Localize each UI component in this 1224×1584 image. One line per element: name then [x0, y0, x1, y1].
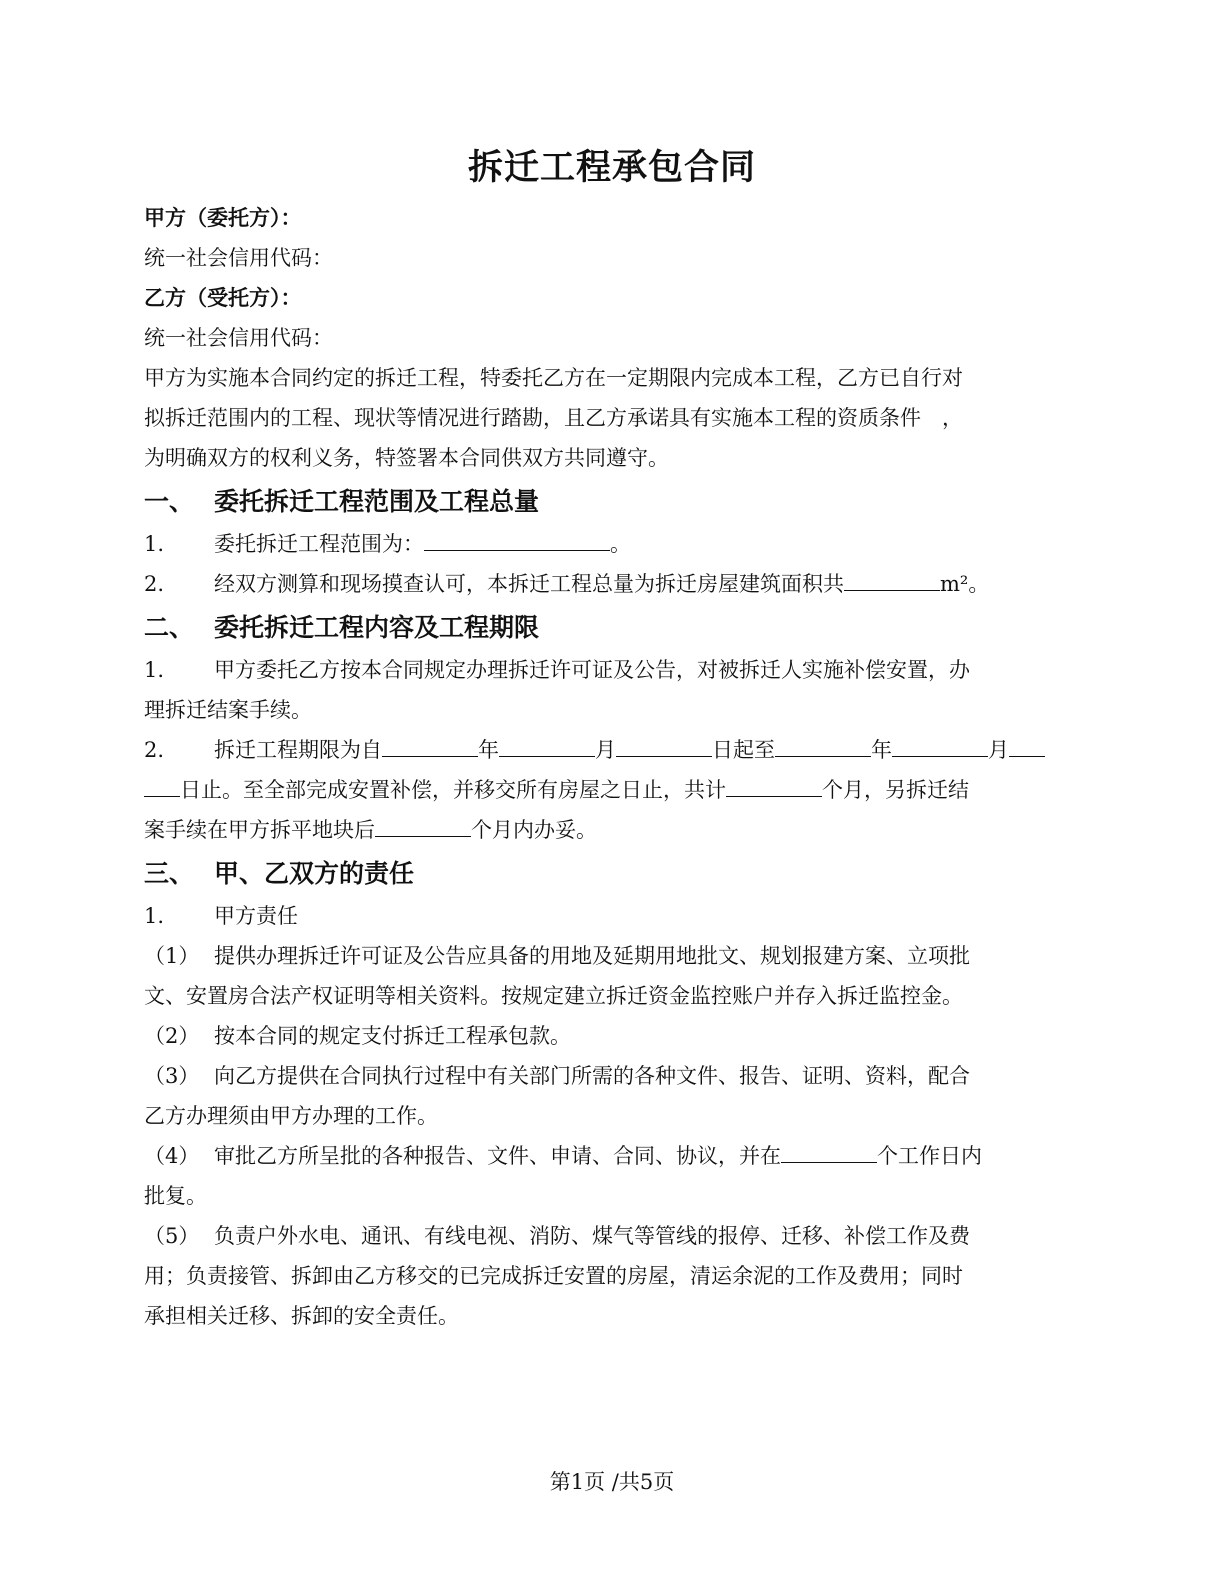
clause-number: 2.	[144, 738, 165, 762]
sub-clause-number: （5）	[144, 1224, 200, 1248]
section-title: 委托拆迁工程范围及工程总量	[214, 487, 540, 516]
clause-text: 案手续在甲方拆平地块后	[144, 818, 375, 842]
clause-item	[144, 896, 1080, 936]
sub-clause	[144, 1056, 1080, 1096]
section-title: 甲、乙双方的责任	[214, 859, 415, 888]
clause-item	[144, 650, 1080, 690]
section-heading-3	[144, 852, 1080, 896]
clause-text: 用；负责接管、拆卸由乙方移交的已完成拆迁安置的房屋，清运余泥的工作及费用；同时	[144, 1264, 963, 1288]
clause-text: 批复。	[144, 1184, 207, 1208]
document-body	[144, 198, 1080, 1336]
intro-line: 拟拆迁范围内的工程、现状等情况进行踏勘，且乙方承诺具有实施本工程的资质条件 ，	[144, 406, 963, 430]
document-title: 拆迁工程承包合同	[467, 147, 756, 188]
section-number: 一、	[144, 487, 195, 516]
clause-number: 1.	[144, 658, 165, 682]
clause-text: 年	[871, 738, 892, 762]
clause-text: 年	[478, 738, 499, 762]
clause-text: 月	[595, 738, 616, 762]
sub-clause	[144, 1016, 1080, 1056]
clause-number: 1.	[144, 904, 165, 928]
page-footer: 第1页 /共5页	[549, 1470, 675, 1494]
party-b-code-label: 统一社会信用代码：	[144, 326, 333, 350]
clause-text: 日起至	[712, 738, 775, 762]
clause-text: 。	[610, 532, 631, 556]
sub-clause-number: （1）	[144, 944, 200, 968]
clause-text: 个月，另拆迁结	[822, 778, 969, 802]
clause-text: 甲方委托乙方按本合同规定办理拆迁许可证及公告，对被拆迁人实施补偿安置，办	[214, 658, 970, 682]
clause-text: 承担相关迁移、拆卸的安全责任。	[144, 1304, 459, 1328]
section-title: 委托拆迁工程内容及工程期限	[214, 613, 540, 642]
fill-blank	[1009, 732, 1045, 757]
intro-line: 甲方为实施本合同约定的拆迁工程，特委托乙方在一定期限内完成本工程，乙方已自行对	[144, 366, 963, 390]
party-b-label: 乙方（受托方）：	[144, 285, 302, 310]
clause-text: 乙方办理须由甲方办理的工作。	[144, 1104, 438, 1128]
section-number: 三、	[144, 859, 195, 888]
clause-text: 负责户外水电、通讯、有线电视、消防、煤气等管线的报停、迁移、补偿工作及费	[214, 1224, 970, 1248]
intro-line: 为明确双方的权利义务，特签署本合同供双方共同遵守。	[144, 446, 669, 470]
section-heading-1	[144, 480, 1080, 524]
fill-blank	[424, 526, 610, 551]
clause-number: 2.	[144, 572, 165, 596]
sub-clause	[144, 1136, 1080, 1176]
clause-item	[144, 730, 1080, 770]
clause-text: 委托拆迁工程范围为：	[214, 532, 424, 556]
fill-blank	[844, 566, 940, 591]
clause-text: 审批乙方所呈批的各种报告、文件、申请、合同、协议，并在	[214, 1144, 781, 1168]
clause-text: m²。	[940, 572, 990, 596]
party-a-code-label: 统一社会信用代码：	[144, 246, 333, 270]
clause-text: 经双方测算和现场摸查认可，本拆迁工程总量为拆迁房屋建筑面积共	[214, 572, 844, 596]
sub-clause	[144, 1216, 1080, 1256]
clause-line	[144, 770, 1080, 810]
clause-text: 个月内办妥。	[471, 818, 597, 842]
clause-text: 拆迁工程期限为自	[214, 738, 382, 762]
clause-text: 日止。至全部完成安置补偿，并移交所有房屋之日止，共计	[180, 778, 726, 802]
clause-line	[144, 810, 1080, 850]
clause-text: 按本合同的规定支付拆迁工程承包款。	[214, 1024, 571, 1048]
sub-clause	[144, 936, 1080, 976]
fill-blank	[726, 772, 822, 797]
clause-text: 月	[988, 738, 1009, 762]
fill-blank	[375, 812, 471, 837]
clause-text: 个工作日内	[877, 1144, 982, 1168]
fill-blank	[781, 1138, 877, 1163]
clause-number: 1.	[144, 532, 165, 556]
fill-blank	[775, 732, 871, 757]
party-a-label: 甲方（委托方）：	[144, 205, 302, 230]
clause-text: 理拆迁结案手续。	[144, 698, 312, 722]
section-number: 二、	[144, 613, 195, 642]
clause-text: 文、安置房合法产权证明等相关资料。按规定建立拆迁资金监控账户并存入拆迁监控金。	[144, 984, 963, 1008]
clause-item	[144, 564, 1080, 604]
sub-clause-number: （3）	[144, 1064, 200, 1088]
section-heading-2	[144, 606, 1080, 650]
fill-blank	[499, 732, 595, 757]
fill-blank	[144, 772, 180, 797]
clause-text: 提供办理拆迁许可证及公告应具备的用地及延期用地批文、规划报建方案、立项批	[214, 944, 970, 968]
fill-blank	[892, 732, 988, 757]
clause-text: 向乙方提供在合同执行过程中有关部门所需的各种文件、报告、证明、资料，配合	[214, 1064, 970, 1088]
fill-blank	[382, 732, 478, 757]
fill-blank	[616, 732, 712, 757]
sub-clause-number: （4）	[144, 1144, 200, 1168]
clause-text: 甲方责任	[214, 904, 298, 928]
sub-clause-number: （2）	[144, 1024, 200, 1048]
clause-item	[144, 524, 1080, 564]
